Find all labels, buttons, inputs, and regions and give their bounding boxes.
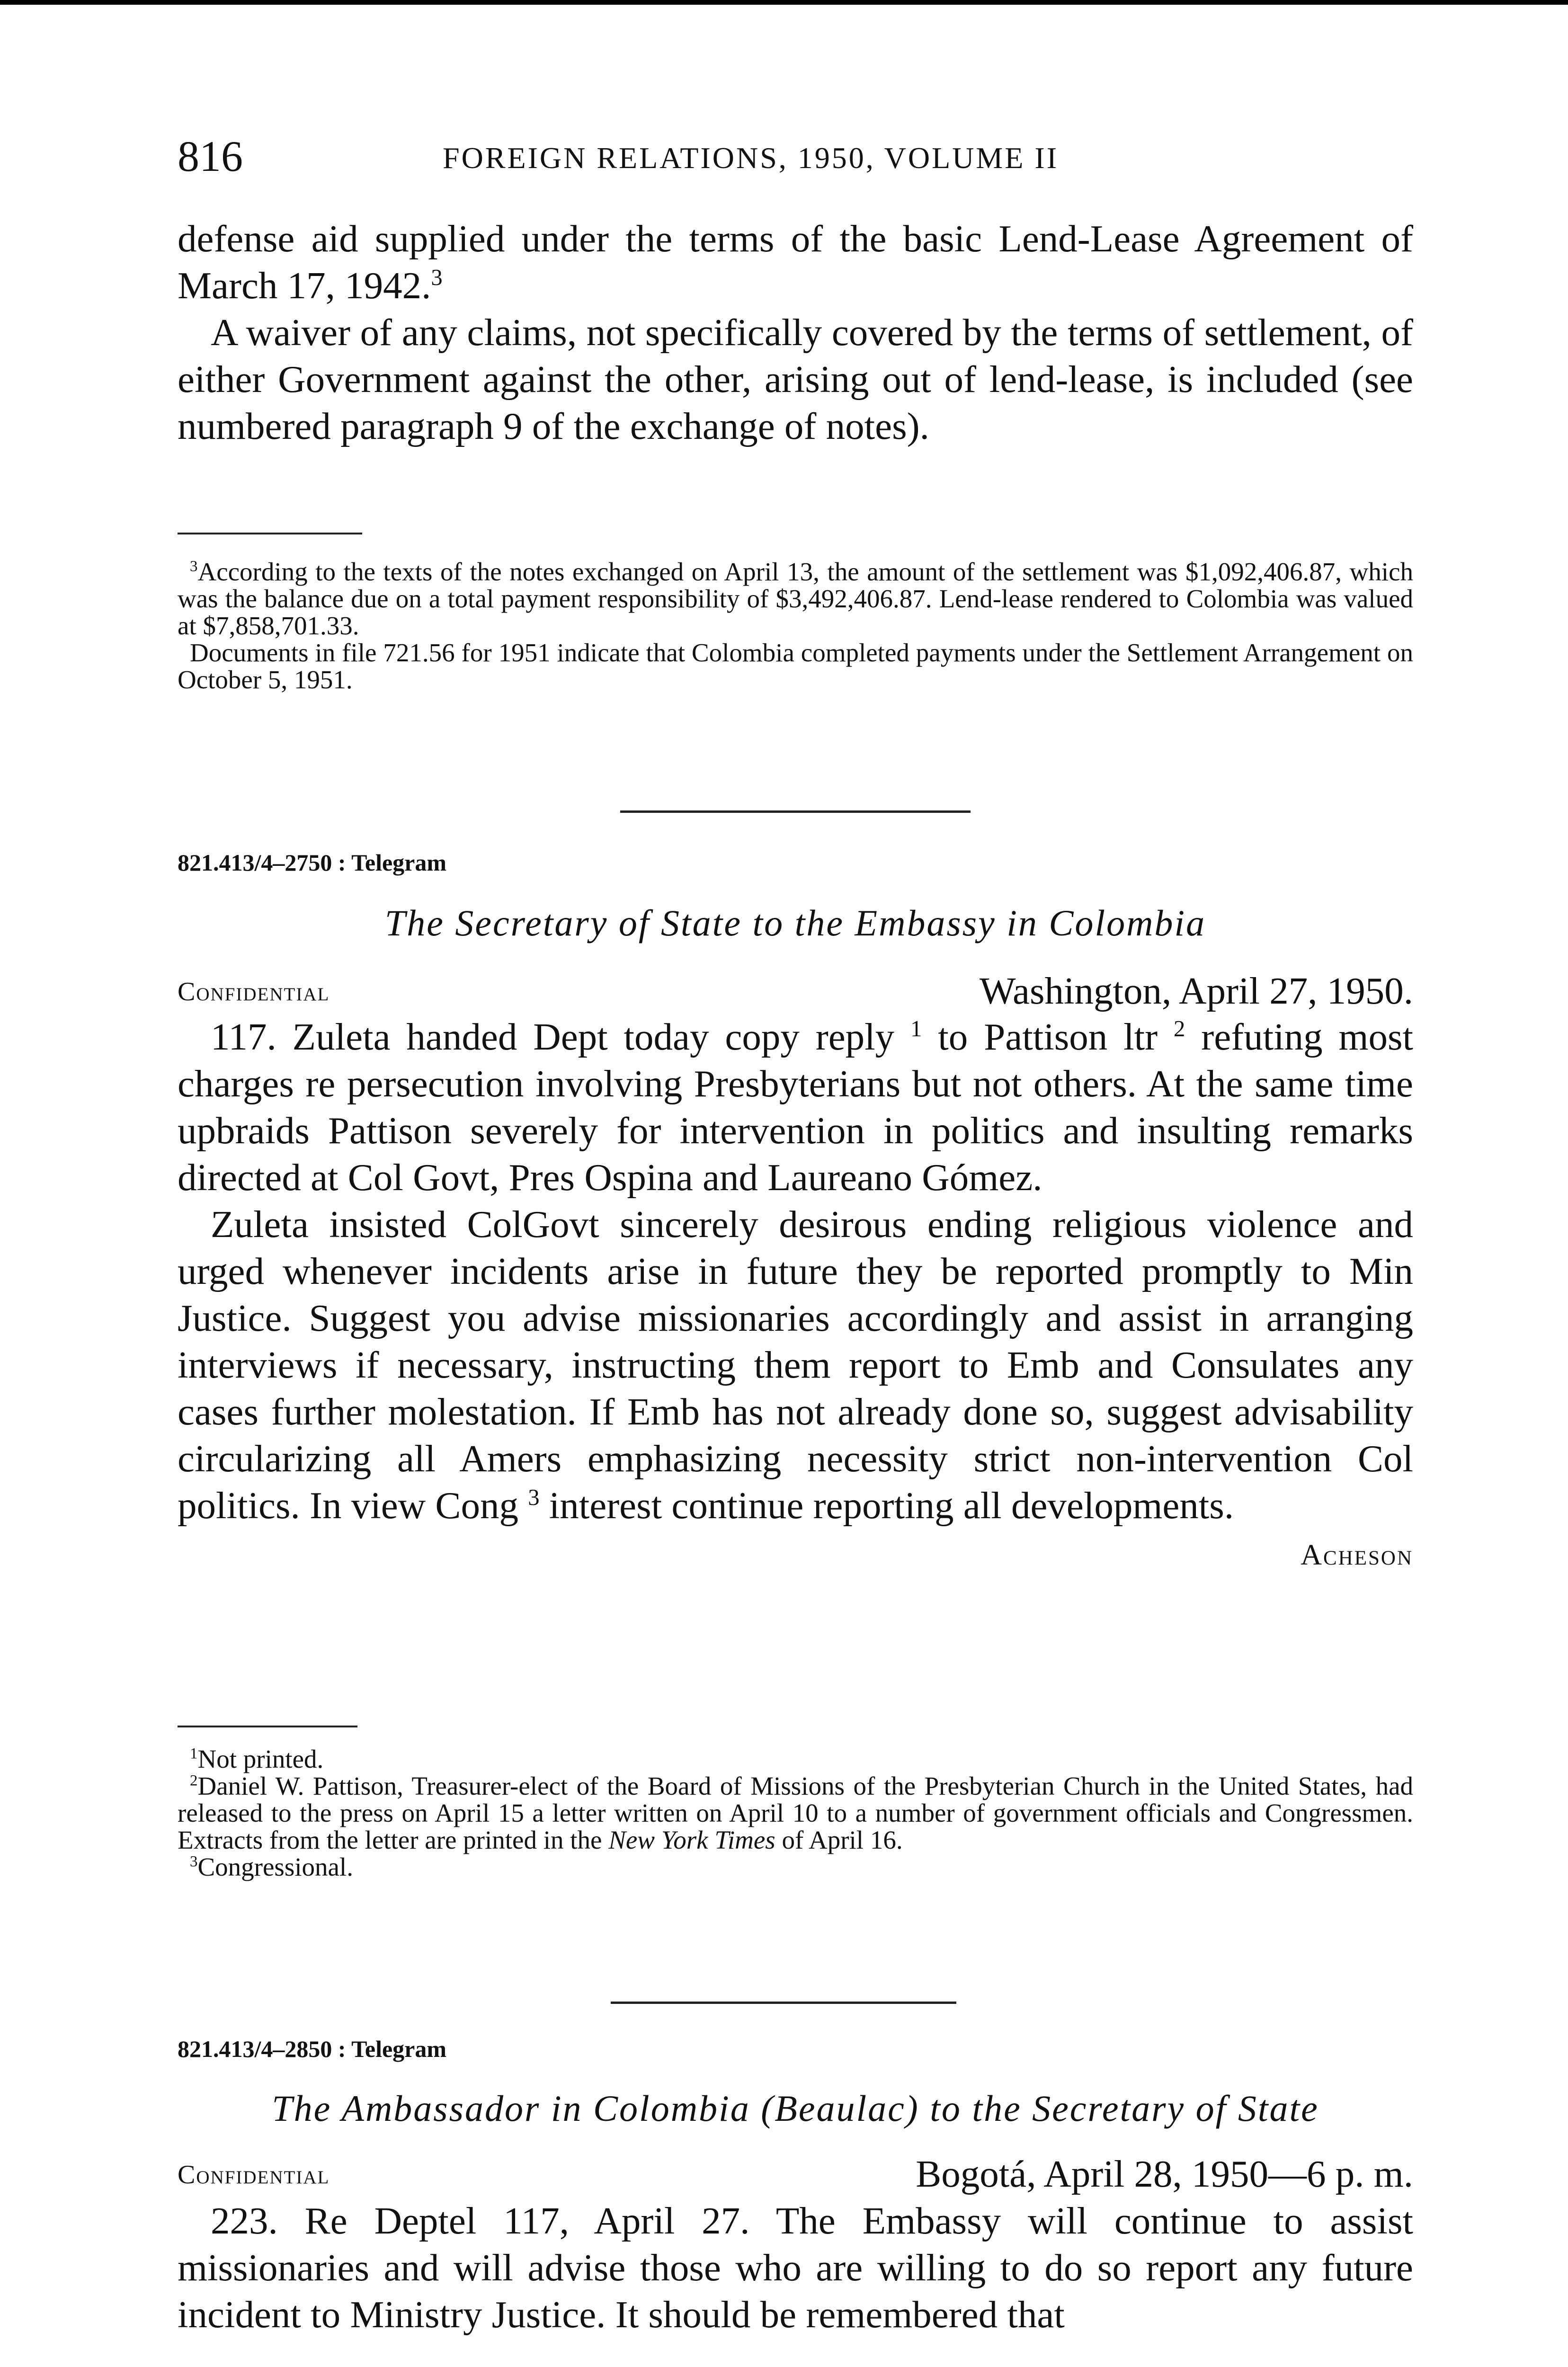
page-header <box>178 128 1413 185</box>
classification: Confidential <box>178 2160 330 2189</box>
running-title: FOREIGN RELATIONS, 1950, VOLUME II <box>443 141 1059 175</box>
footnote-block <box>178 558 1413 693</box>
intro-paragraph-1: defense aid supplied under the terms of the basic Lend-Lease Agreement of March 17, 1942.$^3$ <box>178 217 1413 307</box>
section-separator <box>611 2002 956 2004</box>
footnote-ref-3: 3 <box>431 265 443 290</box>
footnote-1: $^1$Not printed. <box>190 1744 324 1773</box>
document-1 <box>178 848 1413 1572</box>
document-body <box>178 2198 1413 2338</box>
document-body <box>178 1014 1413 1529</box>
intro-footnotes <box>178 533 1413 693</box>
scan-top-edge <box>0 0 1568 5</box>
dateline: Washington, April 27, 1950. <box>980 970 1413 1012</box>
intro-paragraph-2: A waiver of any claims, not specifically covered by the terms of settlement, of either Government against the other, arising out of lend-lease, is included (see numbered paragraph 9 of the exchange of notes). <box>178 311 1413 447</box>
page-number: 816 <box>178 132 243 180</box>
classification: Confidential <box>178 977 330 1006</box>
intro-text <box>178 215 1413 450</box>
signature: Acheson <box>1301 1539 1413 1571</box>
footnote-3-continued: Documents in file 721.56 for 1951 indicate that Colombia completed payments under the Settlement Arrangement on October 5, 1951. <box>178 638 1413 694</box>
classification-line <box>178 2150 1413 2198</box>
footnote-rule <box>178 533 362 534</box>
classification-line <box>178 967 1413 1014</box>
document-1-footnotes <box>178 1726 1413 1880</box>
footnote-2: $^2$Daniel W. Pattison, Treasurer-elect of the Board of Missions of the Presbyterian Church in the United States, had released to the press on April 15 a letter written on April 10 to a number of government officials and Congressmen. Extracts from the letter are printed in the New York Times of April 16. <box>178 1771 1413 1854</box>
footnote-block <box>178 1745 1413 1880</box>
file-reference: 821.413/4–2850 : Telegram <box>178 2036 447 2062</box>
document-2 <box>178 2035 1413 2338</box>
section-separator <box>620 810 971 813</box>
paragraph-117: 117. Zuleta handed Dept today copy reply $^1$ to Pattison ltr $^2$ refuting most charges re persecution involving Presbyterians but not others. At the same time upbraids Pattison severely for intervention in politics and insulting remarks directed at Col Govt, Pres Ospina and Laureano Gómez. <box>178 1015 1414 1199</box>
footnote-3: $^3$According to the texts of the notes exchanged on April 13, the amount of the settlement was $1,092,406.87, which was the balance due on a total payment responsibility of $3,492,406.87. Lend-lease rendered to Colombia was valued at $7,858,701.33. <box>178 557 1413 640</box>
footnote-3: $^3$Congressional. <box>190 1852 353 1881</box>
document-title: The Ambassador in Colombia (Beaulac) to the Secretary of State <box>272 2088 1319 2129</box>
paragraph-zuleta: Zuleta insisted ColGovt sincerely desirous ending religious violence and urged whenever incidents arise in future they be reported promptly to Min Justice. Suggest you advise missionaries accordingly and assist in arranging interviews if necessary, instructing them report to Emb and Consulates any cases further molestation. If Emb has not already done so, suggest advisability circularizing all Amers emphasizing necessity strict non-intervention Col politics. In view Cong $^3$ interest continue reporting all developments. <box>178 1203 1413 1527</box>
footnote-rule <box>178 1726 357 1727</box>
file-reference: 821.413/4–2750 : Telegram <box>178 849 447 876</box>
document-title: The Secretary of State to the Embassy in Colombia <box>384 902 1206 943</box>
dateline: Bogotá, April 28, 1950—6 p. m. <box>916 2153 1413 2195</box>
paragraph-223: 223. Re Deptel 117, April 27. The Embassy will continue to assist missionaries and will advise those who are willing to do so report any future incident to Ministry Justice. It should be remembered that <box>178 2199 1413 2336</box>
